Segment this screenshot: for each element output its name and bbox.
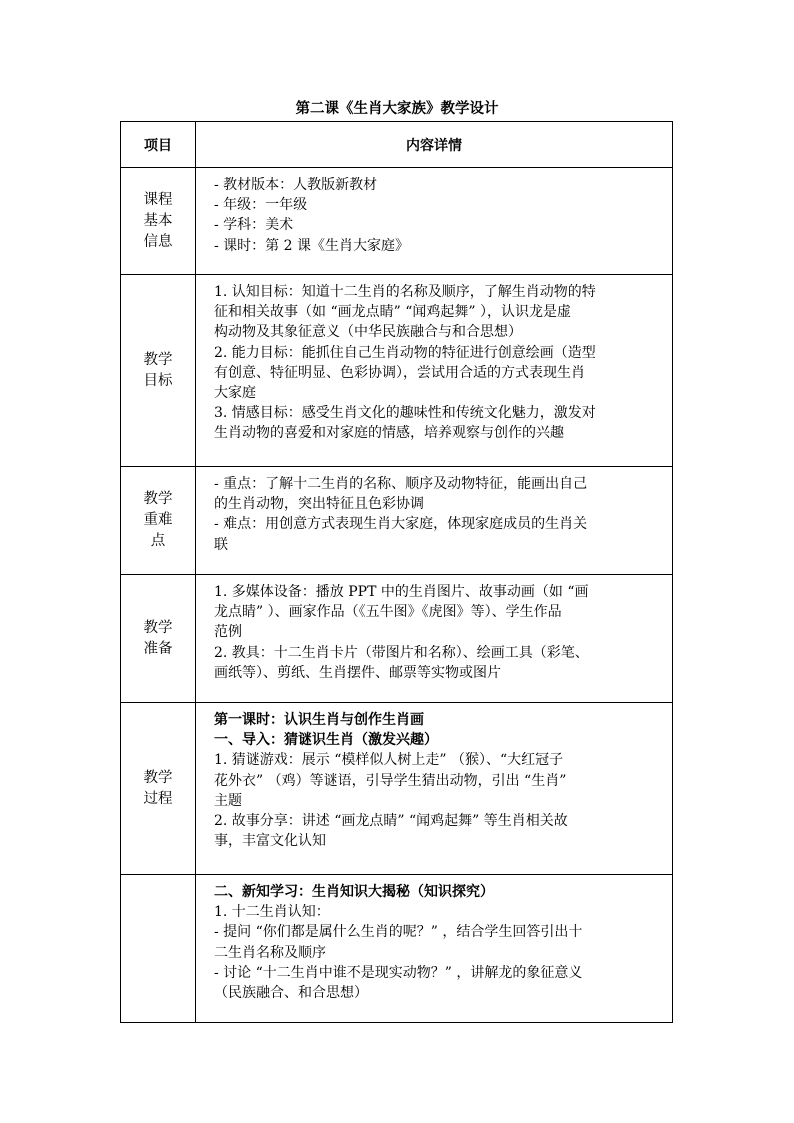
row-label (121, 275, 196, 467)
content-line: 2. 能力目标：能抓住自己生肖动物的特征进行创意绘画（造型 (214, 344, 596, 361)
row-key-points (121, 467, 673, 575)
content-line: 2. 教具：十二生肖卡片（带图片和名称）、绘画工具（彩笔、 (214, 644, 589, 661)
content-line: 花外衣” （鸡）等谜语，引导学生猜出动物，引出 “生肖” (214, 772, 567, 789)
content-line: - 难点：用创意方式表现生肖大家庭，体现家庭成员的生肖关 (214, 516, 588, 533)
content-line: 主题 (214, 792, 242, 809)
content-heading: 一、导入：猜谜识生肖（激发兴趣） (214, 732, 438, 749)
content-line: 1. 认知目标：知道十二生肖的名称及顺序，了解生肖动物的特 (214, 284, 596, 300)
header-content: 内容详情 (196, 122, 673, 168)
row-label-line: 过程 (143, 790, 173, 807)
content-line: - 学科：美术 (214, 217, 294, 234)
row-label (121, 467, 196, 575)
row-label-line: 教学 (143, 769, 173, 786)
row-process (121, 703, 673, 875)
row-label-line: 基本 (143, 212, 173, 229)
content-line: 1. 多媒体设备：播放 PPT 中的生肖图片、故事动画（如 “画 (214, 584, 589, 600)
row-label (121, 875, 196, 1023)
content-line: - 教材版本：人教版新教材 (214, 177, 378, 193)
row-content (196, 168, 673, 275)
content-line: 大家庭 (214, 385, 256, 402)
row-basic-info (121, 168, 673, 275)
row-new-learning (121, 875, 673, 1023)
row-label-line: 准备 (143, 640, 173, 657)
document-title: 第二课《生肖大家族》教学设计 (295, 100, 499, 117)
content-line: 画纸等）、剪纸、生肖摆件、邮票等实物或图片 (214, 664, 501, 681)
row-label-line: 点 (150, 533, 166, 549)
content-line: 二生肖名称及顺序 (214, 944, 326, 961)
row-content (196, 703, 673, 875)
content-line: 1. 十二生肖认知： (214, 904, 330, 921)
row-label (121, 703, 196, 875)
row-label (121, 168, 196, 275)
content-line: - 年级：一年级 (214, 197, 308, 214)
table-header-row (121, 122, 673, 168)
lesson-plan-table (120, 121, 673, 1023)
content-line: 1. 猜谜游戏：展示 “模样似人树上走” （猴）、“大红冠子 (214, 752, 564, 769)
content-line: 联 (214, 536, 228, 553)
content-heading: 二、新知学习：生肖知识大揭秘（知识探究） (214, 884, 494, 900)
row-label-line: 信息 (143, 233, 173, 250)
content-line: （民族融合、和合思想） (214, 985, 368, 1002)
content-line: 征和相关故事（如 “画龙点睛” “闻鸡起舞” ），认识龙是虚 (214, 304, 571, 321)
content-line: - 重点：了解十二生肖的名称、顺序及动物特征，能画出自己 (214, 476, 588, 492)
content-line: 生肖动物的喜爱和对家庭的情感，培养观察与创作的兴趣 (214, 425, 564, 442)
content-line: - 课时：第 2 课《生肖大家庭》 (214, 237, 409, 254)
content-line: 2. 故事分享：讲述 “画龙点睛” “闻鸡起舞” 等生肖相关故 (214, 813, 568, 830)
content-line: 的生肖动物，突出特征且色彩协调 (214, 496, 424, 513)
row-content (196, 275, 673, 467)
row-label-line: 重难 (143, 512, 173, 528)
content-line: 3. 情感目标：感受生肖文化的趣味性和传统文化魅力，激发对 (214, 405, 596, 422)
row-label-line: 教学 (143, 619, 173, 636)
content-line: - 讨论 “十二生肖中谁不是现实动物？” ，讲解龙的象征意义 (214, 964, 583, 981)
row-teaching-goals (121, 275, 673, 467)
row-label-line: 课程 (143, 191, 173, 208)
content-line: - 提问 “你们都是属什么生肖的呢？” ，结合学生回答引出十 (214, 924, 583, 941)
row-label-line: 教学 (143, 491, 173, 507)
row-content (196, 467, 673, 575)
row-label-line: 教学 (143, 351, 173, 368)
row-preparation (121, 575, 673, 703)
content-line: 构动物及其象征意义（中华民族融合与和合思想） (214, 324, 522, 341)
row-label (121, 575, 196, 703)
content-heading: 第一课时：认识生肖与创作生肖画 (214, 712, 424, 728)
content-line: 事，丰富文化认知 (214, 833, 326, 850)
header-item: 项目 (121, 122, 196, 168)
content-line: 龙点睛” ）、画家作品（《五牛图》《虎图》等）、学生作品 (214, 604, 562, 621)
row-content (196, 575, 673, 703)
row-label-line: 目标 (143, 372, 173, 389)
content-line: 有创意、特征明显、色彩协调），尝试用合适的方式表现生肖 (214, 364, 585, 381)
content-line: 范例 (214, 624, 242, 641)
row-content (196, 875, 673, 1023)
